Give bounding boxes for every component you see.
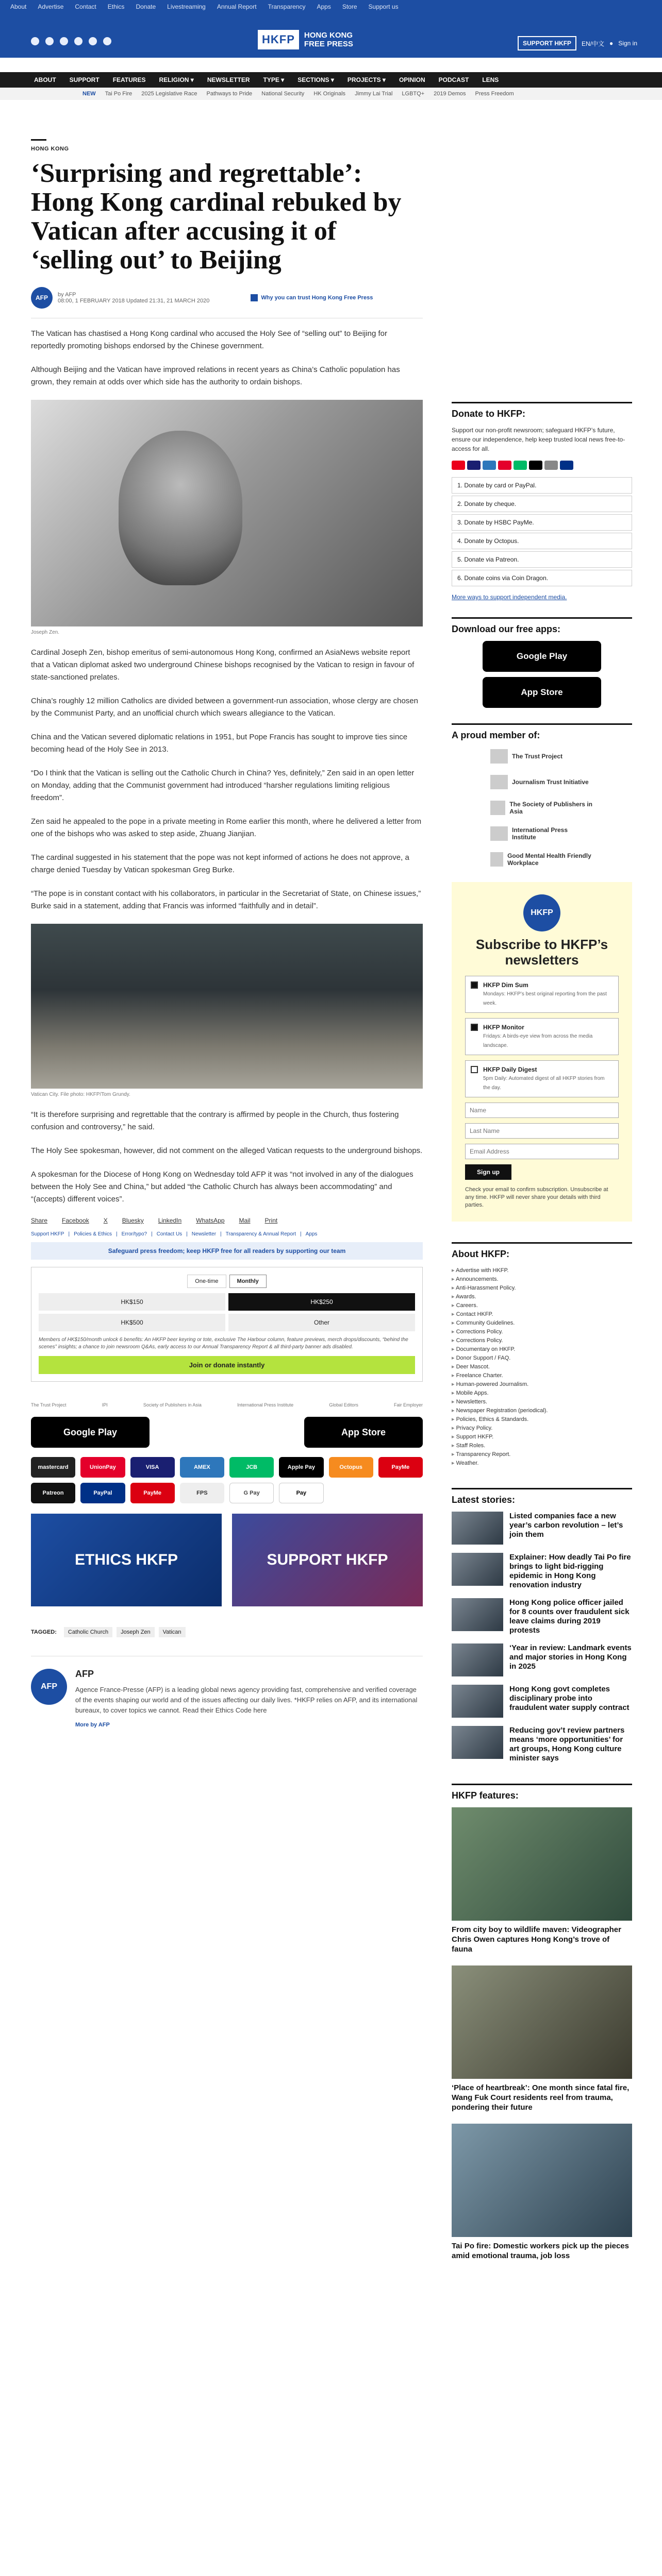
donate-heading: Donate to HKFP: <box>452 402 632 419</box>
payment-icon[interactable]: G Pay <box>229 1483 274 1503</box>
story-item[interactable] <box>452 1512 632 1545</box>
byline-text <box>58 292 209 304</box>
donate-options <box>452 477 632 586</box>
ticker-item[interactable]: Jimmy Lai Trial <box>355 91 393 97</box>
amount-option-selected[interactable]: HK$250 <box>228 1293 415 1311</box>
feature-title[interactable]: From city boy to wildlife maven: Videographer Chris Owen captures Hong Kong’s trove of fauna <box>452 1925 621 1954</box>
amount-options <box>39 1293 415 1331</box>
partner-logo: The Trust Project <box>31 1402 67 1408</box>
more-by-author-link[interactable]: More by AFP <box>75 1722 110 1728</box>
paragraph: “The pope is in constant contact with his collaborators, in particular in the Secretariat of State, on Chinese issues,” Burke said in a statement, adding that Francis was informed “faithfully and in detail”. <box>31 889 421 910</box>
about-link[interactable]: ▸ Transparency Report. <box>452 1450 632 1459</box>
app-store-badge[interactable]: App Store <box>483 677 601 708</box>
utility-link[interactable]: Annual Report <box>217 3 257 10</box>
about-link[interactable]: ▸ Support HKFP. <box>452 1432 632 1441</box>
member-logo[interactable]: International Press Institute <box>490 826 593 841</box>
story-title[interactable]: Explainer: How deadly Tai Po fire brings to light bid-rigging epidemic in Hong Kong renovation industry <box>509 1553 631 1589</box>
gpay-icon <box>544 461 558 470</box>
article <box>31 139 423 1728</box>
ethics-banner[interactable]: ETHICS HKFP <box>31 1514 222 1606</box>
ticker-item[interactable]: Pathways to Pride <box>206 91 253 97</box>
share-whatsapp[interactable]: WhatsApp <box>196 1217 225 1224</box>
story-item[interactable] <box>452 1685 632 1718</box>
payment-icon[interactable]: JCB <box>229 1457 274 1478</box>
utility-links <box>10 3 399 10</box>
facebook-icon[interactable] <box>31 37 39 45</box>
story-thumbnail[interactable] <box>452 1685 503 1718</box>
nav-item[interactable]: SUPPORT <box>69 76 100 83</box>
about-link[interactable]: ▸ Mobile Apps. <box>452 1388 632 1397</box>
signup-button[interactable]: Sign up <box>465 1164 511 1180</box>
tag-chip[interactable]: Vatican <box>159 1627 186 1637</box>
payment-icon[interactable]: VISA <box>130 1457 175 1478</box>
member-benefits-note: Members of HK$150/month unlock 6 benefits: An HKFP beer keyring or tote, exclusive The Harbour column, feature previews, merch drops/discounts, “behind the scenes” insights; a chance to join newsroom Q&As, early access to our Annual Transparency Report & all third-party banner ads disabled. <box>39 1337 408 1350</box>
author-info <box>75 1669 423 1728</box>
story-item[interactable] <box>452 1643 632 1676</box>
name-field[interactable] <box>465 1103 619 1118</box>
about-link[interactable]: ▸ Community Guidelines. <box>452 1318 632 1327</box>
about-link[interactable]: ▸ Advertise with HKFP. <box>452 1266 632 1275</box>
about-link[interactable]: ▸ Documentary on HKFP. <box>452 1345 632 1353</box>
member-logo[interactable]: Good Mental Health Friendly Workplace <box>490 852 593 867</box>
nav-item[interactable]: NEWSLETTER <box>207 76 250 83</box>
author-name[interactable]: AFP <box>75 1669 94 1679</box>
share-bluesky[interactable]: Bluesky <box>122 1217 144 1224</box>
separator: | <box>220 1231 222 1237</box>
checkbox-checked[interactable] <box>471 1024 478 1031</box>
member-logo[interactable]: Journalism Trust Initiative <box>490 775 593 789</box>
nav-item[interactable]: OPINION <box>399 76 425 83</box>
donate-text: Support our non-profit newsroom; safeguard HKFP’s future, ensure our independence, help keep trusted local news free-to-access for all. <box>452 427 625 452</box>
paragraph: Zen said he appealed to the pope in a private meeting in Rome earlier this month, where he delivered a letter from one of the bishops who was asked to step aside, Zhuang Jianjian. <box>31 817 422 838</box>
member-logos <box>452 749 632 867</box>
utility-link[interactable]: Transparency <box>268 3 306 10</box>
photo-vatican[interactable] <box>31 924 423 1089</box>
nav-item[interactable]: PROJECTS ▾ <box>347 76 386 83</box>
nav-item[interactable]: ABOUT <box>34 76 56 83</box>
share-link[interactable]: Share <box>31 1217 48 1224</box>
frequency-toggle <box>39 1275 415 1288</box>
newsletter-option[interactable]: HKFP Monitor Fridays: A birds-eye view from across the media landscape. <box>465 1018 619 1055</box>
freq-monthly[interactable]: Monthly <box>229 1275 267 1288</box>
tag-chip[interactable]: Joseph Zen <box>117 1627 154 1637</box>
member-heading: A proud member of: <box>452 723 632 741</box>
tags-label: TAGGED: <box>31 1629 57 1635</box>
author-bio: Agence France-Presse (AFP) is a leading global news agency providing fast, comprehensive and verified coverage of the events shaping our world and of the issues affecting our daily lives. *HKFP relies on AFP, and its international bureaux, to cover topics we cannot. Read their Ethics Code here <box>75 1686 418 1714</box>
visa-icon <box>467 461 481 470</box>
footer-link[interactable]: Contact Us <box>156 1231 183 1237</box>
feature-title[interactable]: ‘Place of heartbreak’: One month since fatal fire, Wang Fuk Court residents reel from trauma, pondering their future <box>452 2083 630 2112</box>
article-kicker[interactable]: HONG KONG <box>31 146 69 152</box>
about-link[interactable]: ▸ Awards. <box>452 1292 632 1301</box>
about-link[interactable]: ▸ Corrections Policy. <box>452 1327 632 1336</box>
newsletter-option[interactable]: HKFP Daily Digest 5pm Daily: Automated digest of all HKFP stories from the day. <box>465 1060 619 1097</box>
story-title[interactable]: Hong Kong govt completes disciplinary probe into fraudulent water supply contract <box>509 1685 630 1712</box>
features-heading: HKFP features: <box>452 1784 632 1801</box>
about-link[interactable]: ▸ Anti-Harassment Policy. <box>452 1283 632 1292</box>
about-link[interactable]: ▸ Freelance Charter. <box>452 1371 632 1380</box>
paragraph: Cardinal Joseph Zen, bishop emeritus of semi-autonomous Hong Kong, confirmed an AsiaNews website report that a Vatican diplomat asked two underground Chinese bishops recognised by the Vatican to resign in favour of state-sanctioned prelates. <box>31 648 415 682</box>
author-box <box>31 1656 423 1728</box>
about-link[interactable]: ▸ Contact HKFP. <box>452 1310 632 1318</box>
newsletter-title: Subscribe to HKFP’s newsletters <box>475 937 608 968</box>
payment-icon[interactable]: Octopus <box>329 1457 373 1478</box>
feature-title[interactable]: Tai Po fire: Domestic workers pick up the pieces amid emotional trauma, job loss <box>452 2242 629 2260</box>
partner-logo: Global Editors <box>329 1402 358 1408</box>
feature-image[interactable] <box>452 2124 632 2237</box>
main-nav <box>0 72 662 88</box>
footer-link[interactable]: Support HKFP <box>31 1231 64 1237</box>
story-thumbnail[interactable] <box>452 1598 503 1631</box>
photo-caption: Joseph Zen. <box>31 630 60 635</box>
paragraph: The Holy See spokesman, however, did not comment on the alleged Vatican requests to the underground bishops. <box>31 1146 423 1155</box>
google-play-badge[interactable]: Google Play <box>483 641 601 672</box>
donate-option[interactable]: 2. Donate by cheque. <box>452 496 632 512</box>
footer-link[interactable]: Error/typo? <box>121 1231 147 1237</box>
payment-icon[interactable]: PayMe <box>378 1457 423 1478</box>
partner-logo: Fair Employer <box>393 1402 423 1408</box>
kicker-rule <box>31 139 46 141</box>
nav-item[interactable]: RELIGION ▾ <box>159 76 194 83</box>
footer-links <box>31 1231 423 1237</box>
story-title[interactable]: Listed companies face a new year’s carbon revolution – let’s join them <box>509 1512 623 1539</box>
byline <box>31 287 423 309</box>
app-store-badge[interactable]: App Store <box>304 1417 423 1448</box>
partner-logo: IPI <box>102 1402 108 1408</box>
donate-option[interactable]: 3. Donate by HSBC PayMe. <box>452 514 632 531</box>
photo-caption: Vatican City. File photo: HKFP/Tom Grundy. <box>31 1092 130 1097</box>
feature-image[interactable] <box>452 1807 632 1921</box>
freq-one-time[interactable]: One-time <box>187 1275 226 1288</box>
ticker-item[interactable]: LGBTQ+ <box>402 91 425 97</box>
ticker-item[interactable]: 2025 Legislative Race <box>141 91 197 97</box>
partner-logo: Society of Publishers in Asia <box>143 1402 202 1408</box>
newsletter-option[interactable]: HKFP Dim Sum Mondays: HKFP’s best original reporting from the past week. <box>465 976 619 1013</box>
about-link[interactable]: ▸ Donor Support / FAQ. <box>452 1353 632 1362</box>
story-thumbnail[interactable] <box>452 1643 503 1676</box>
feature-item[interactable] <box>452 1807 632 1954</box>
feature-item[interactable] <box>452 1965 632 2112</box>
tag-chip[interactable]: Catholic Church <box>64 1627 112 1637</box>
checkbox[interactable] <box>471 1066 478 1073</box>
share-facebook[interactable]: Facebook <box>62 1217 89 1224</box>
promo-banners <box>31 1514 423 1606</box>
story-thumbnail[interactable] <box>452 1512 503 1545</box>
ticker-item[interactable]: Tai Po Fire <box>105 91 133 97</box>
story-item[interactable] <box>452 1726 632 1763</box>
site-header <box>0 0 662 58</box>
join-button[interactable]: Join or donate instantly <box>39 1356 415 1374</box>
apps-heading: Download our free apps: <box>452 617 632 635</box>
logo-text: HONG KONG FREE PRESS <box>304 31 353 48</box>
payment-icon[interactable]: Apple Pay <box>279 1457 323 1478</box>
about-link[interactable]: ▸ Deer Mascot. <box>452 1362 632 1371</box>
card-icons <box>452 461 632 470</box>
separator: | <box>186 1231 188 1237</box>
nav-item[interactable]: SECTIONS ▾ <box>297 76 334 83</box>
site-logo[interactable] <box>258 30 353 49</box>
header-actions <box>518 36 637 50</box>
separator: | <box>300 1231 302 1237</box>
why-trust-link[interactable]: Why you can trust Hong Kong Free Press <box>251 294 373 301</box>
share-bar <box>31 1217 423 1224</box>
utility-link[interactable]: Livestreaming <box>167 3 206 10</box>
partner-logos <box>31 1402 423 1408</box>
payment-icon[interactable]: FPS <box>180 1483 224 1503</box>
ticker-item[interactable]: HK Originals <box>313 91 346 97</box>
story-thumbnail[interactable] <box>452 1726 503 1759</box>
latest-stories <box>452 1512 632 1763</box>
author-avatar[interactable]: AFP <box>31 287 53 309</box>
about-link[interactable]: ▸ Staff Roles. <box>452 1441 632 1450</box>
separator: | <box>151 1231 153 1237</box>
amount-option[interactable]: HK$150 <box>39 1293 225 1311</box>
footer-link[interactable]: Newsletter <box>191 1231 217 1237</box>
more-ways-link[interactable]: More ways to support independent media. <box>452 594 567 601</box>
feature-item[interactable] <box>452 2124 632 2261</box>
paragraph: China’s roughly 12 million Catholics are divided between a government-run association, whose clergy are chosen by the Communist Party, and an unofficial church which swears allegiance to the Vatican. <box>31 697 418 718</box>
donate-option[interactable]: 5. Donate via Patreon. <box>452 551 632 568</box>
payment-icon[interactable]: Patreon <box>31 1483 75 1503</box>
newsletter-disclaimer: Check your email to confirm subscription. Unsubscribe at any time. HKFP will never share your details with third parties. <box>465 1187 608 1208</box>
paragraph: A spokesman for the Diocese of Hong Kong on Wednesday told AFP it was “not involved in any of the dialogues between the Holy See and China,” but added “the Catholic Church has always been accommodating” and “(accepts) different voices”. <box>31 1170 413 1204</box>
about-link[interactable]: ▸ Privacy Policy. <box>452 1423 632 1432</box>
member-logo[interactable]: The Society of Publishers in Asia <box>490 801 593 815</box>
article-title: ‘Surprising and regrettable’: Hong Kong cardinal rebuked by Vatican after accusing it of ‘selling out’ to Beijing <box>31 159 402 275</box>
amount-option[interactable]: Other <box>228 1314 415 1331</box>
amount-option[interactable]: HK$500 <box>39 1314 225 1331</box>
about-link[interactable]: ▸ Policies, Ethics & Standards. <box>452 1415 632 1423</box>
donate-option[interactable]: 4. Donate by Octopus. <box>452 533 632 549</box>
footer-link[interactable]: Apps <box>305 1231 318 1237</box>
payment-methods <box>31 1457 423 1503</box>
newsletter-logo: HKFP <box>523 894 560 931</box>
share-mail[interactable]: Mail <box>239 1217 251 1224</box>
nav-item[interactable]: LENS <box>482 76 499 83</box>
article-tags <box>31 1627 423 1637</box>
photo-joseph-zen[interactable] <box>31 400 423 626</box>
story-title[interactable]: Reducing gov’t review partners means ‘more opportunities’ for art groups, Hong Kong culture minister says <box>509 1726 625 1762</box>
utility-link[interactable]: Support us <box>368 3 399 10</box>
paypal-icon <box>560 461 573 470</box>
share-print[interactable]: Print <box>264 1217 278 1224</box>
share-x[interactable]: X <box>103 1217 108 1224</box>
language-toggle[interactable]: EN/中文 <box>582 40 605 47</box>
story-item[interactable] <box>452 1553 632 1590</box>
article-dates: 08:00, 1 FEBRUARY 2018 Updated 21:31, 21 MARCH 2020 <box>58 298 210 304</box>
paragraph: The cardinal suggested in his statement that the pope was not kept informed of actions he does not approve, a charge denied Tuesday by Vatican spokesman Greg Burke. <box>31 853 409 874</box>
feature-image[interactable] <box>452 1965 632 2079</box>
last-name-field[interactable] <box>465 1123 619 1139</box>
latest-heading: Latest stories: <box>452 1488 632 1505</box>
email-field[interactable] <box>465 1144 619 1159</box>
utility-link[interactable]: Contact <box>75 3 96 10</box>
about-link[interactable]: ▸ Corrections Policy. <box>452 1336 632 1345</box>
jcb-icon <box>514 461 527 470</box>
utility-link[interactable]: Donate <box>136 3 156 10</box>
utility-link[interactable]: Ethics <box>107 3 125 10</box>
paragraph: China and the Vatican severed diplomatic relations in 1951, but Pope Francis has sought to improve ties since becoming head of the Holy See in 2013. <box>31 733 408 754</box>
topic-ticker <box>0 88 662 100</box>
about-heading: About HKFP: <box>452 1242 632 1260</box>
utility-link[interactable]: Advertise <box>38 3 64 10</box>
utility-link[interactable]: Store <box>342 3 357 10</box>
utility-link[interactable]: Apps <box>317 3 331 10</box>
google-play-badge[interactable]: Google Play <box>31 1417 150 1448</box>
separator: | <box>116 1231 118 1237</box>
about-link[interactable]: ▸ Weather. <box>452 1459 632 1467</box>
payment-icon[interactable]: Pay <box>279 1483 323 1503</box>
about-links <box>452 1266 632 1467</box>
ticker-item[interactable]: National Security <box>261 91 305 97</box>
youtube-icon[interactable] <box>74 37 82 45</box>
payment-icon[interactable]: AMEX <box>180 1457 224 1478</box>
story-thumbnail[interactable] <box>452 1553 503 1586</box>
trust-icon <box>251 294 258 301</box>
user-icon[interactable]: ● <box>609 40 614 47</box>
paragraph: The Vatican has chastised a Hong Kong cardinal who accused the Holy See of “selling out” to Beijing for reportedly promoting bishops endorsed by the Chinese government. <box>31 329 387 350</box>
safeguard-banner[interactable]: Safeguard press freedom; keep HKFP free for all readers by supporting our team <box>31 1242 423 1260</box>
partner-logo: International Press Institute <box>237 1402 294 1408</box>
payment-icon[interactable]: mastercard <box>31 1457 75 1478</box>
mail-icon[interactable] <box>103 37 111 45</box>
author-link[interactable]: by AFP <box>58 292 76 298</box>
paragraph: Although Beijing and the Vatican have improved relations in recent years as China’s Catholic population has grown, they remain at odds over which side has the authority to ordain bishops. <box>31 365 400 386</box>
paragraph: “Do I think that the Vatican is selling out the Catholic Church in China? Yes, definitely,” Zen said in an open letter on Monday, adding that the Communist government had introduced “harsher regulations limiting religious freedom”. <box>31 769 415 802</box>
support-banner[interactable]: SUPPORT HKFP <box>232 1514 423 1606</box>
about-link[interactable]: ▸ Announcements. <box>452 1275 632 1283</box>
payment-icon[interactable]: UnionPay <box>80 1457 125 1478</box>
share-linkedin[interactable]: LinkedIn <box>158 1217 182 1224</box>
payment-icon[interactable]: PayMe <box>130 1483 175 1503</box>
utility-link[interactable]: About <box>10 3 27 10</box>
support-button[interactable]: SUPPORT HKFP <box>518 36 576 50</box>
about-link[interactable]: ▸ Careers. <box>452 1301 632 1310</box>
story-title[interactable]: ‘Year in review: Landmark events and major stories in Hong Kong in 2025 <box>509 1643 632 1671</box>
store-badges <box>31 1417 423 1448</box>
logo-mark: HKFP <box>258 30 299 49</box>
features-list <box>452 1807 632 2261</box>
story-item[interactable] <box>452 1598 632 1635</box>
about-link[interactable]: ▸ Newspaper Registration (periodical). <box>452 1406 632 1415</box>
mastercard-icon <box>452 461 465 470</box>
sidebar <box>452 402 632 2272</box>
checkbox-checked[interactable] <box>471 981 478 989</box>
nav-item[interactable]: FEATURES <box>112 76 146 83</box>
story-title[interactable]: Hong Kong police officer jailed for 8 counts over fraudulent sick leave claims during 2019 protests <box>509 1598 630 1635</box>
social-icons <box>31 37 111 45</box>
nav-item[interactable]: TYPE ▾ <box>263 76 285 83</box>
donate-option[interactable]: 1. Donate by card or PayPal. <box>452 477 632 494</box>
donate-option[interactable]: 6. Donate coins via Coin Dragon. <box>452 570 632 586</box>
applepay-icon <box>529 461 542 470</box>
footer-link[interactable]: Transparency & Annual Report <box>225 1231 296 1237</box>
footer-link[interactable]: Policies & Ethics <box>74 1231 112 1237</box>
author-avatar[interactable]: AFP <box>31 1669 67 1705</box>
separator: | <box>68 1231 70 1237</box>
nav-item[interactable]: PODCAST <box>438 76 469 83</box>
ticker-item[interactable]: Press Freedom <box>475 91 514 97</box>
about-link[interactable]: ▸ Newsletters. <box>452 1397 632 1406</box>
instagram-icon[interactable] <box>60 37 68 45</box>
ticker-item[interactable]: 2019 Demos <box>434 91 466 97</box>
amex-icon <box>483 461 496 470</box>
payment-icon[interactable]: PayPal <box>80 1483 125 1503</box>
newsletter-signup <box>452 882 632 1222</box>
donation-widget <box>31 1267 423 1382</box>
paragraph: “It is therefore surprising and regrettable that the contrary is affirmed by people in the Church, thus fostering confusion and controversy,” he said. <box>31 1110 399 1131</box>
bluesky-icon[interactable] <box>89 37 97 45</box>
signin-link[interactable]: Sign in <box>618 40 637 47</box>
x-icon[interactable] <box>45 37 54 45</box>
about-link[interactable]: ▸ Human-powered Journalism. <box>452 1380 632 1388</box>
unionpay-icon <box>498 461 511 470</box>
ticker-new-badge: NEW <box>82 91 96 97</box>
member-logo[interactable]: The Trust Project <box>490 749 593 764</box>
